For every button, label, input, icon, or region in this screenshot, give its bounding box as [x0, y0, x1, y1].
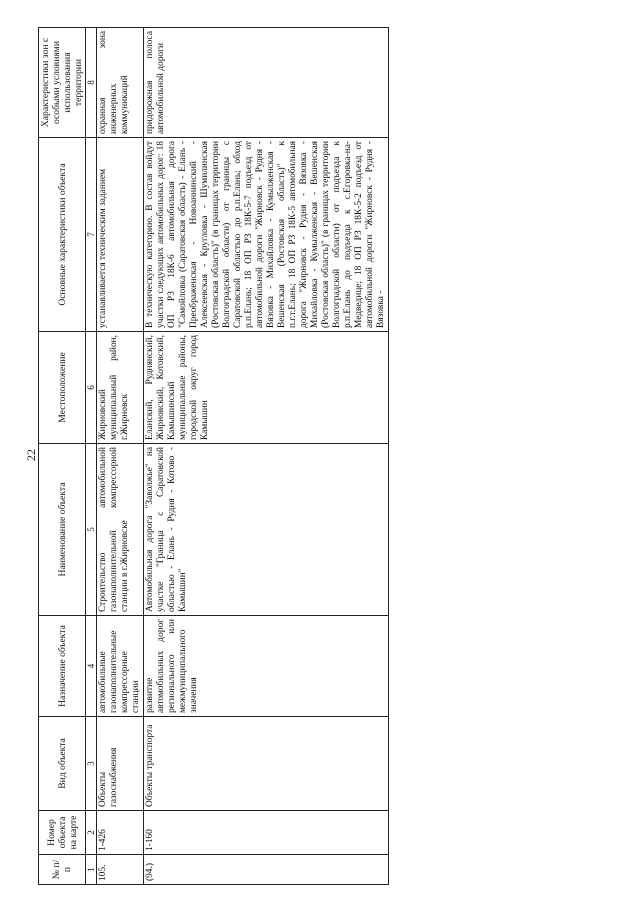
- cell-location: Жирновский муниципальный район, г.Жирновск: [97, 332, 144, 444]
- column-number: 7: [86, 138, 97, 332]
- cell-zones: охранная зона инженерных коммуникаций: [97, 28, 144, 138]
- cell-object-name: Автомобильная дорога "Заволжье" на участке "Граница с Саратовской областью - Елань - Рудня - Котово - Камышин": [144, 444, 389, 616]
- column-number: 6: [86, 332, 97, 444]
- cell-purpose: развитие автомобильных дорог регионального или межмуниципального значения: [144, 616, 389, 717]
- cell-object-type: Объекты транспорта: [144, 717, 389, 811]
- rotated-page: [20, 15, 620, 895]
- table-row: [97, 28, 144, 885]
- cell-characteristics: В техническую категорию. В состав войдут участки следующих автомобильных дорог: 18 ОП РЗ 18К-6 автомобильная дорога "Самойловка (Саратовская область) - Елань - Преображенская - Новоаннинский - Алексеевская - Кругловка - Шумилинская (Ростовская область)" (в границах территории Волгоградской области) от границы с Саратовской областью до р.п.Елань; обход р.п.Елань; 18 ОП РЗ 18К-5-7 подъезд от автомобильной дороги "Жирновск - Рудня - Вязовка - Михайловка - Кумылженская - Вешенская (Ростовская область)" к п.г.т.Елань; 18 ОП РЗ 18К-5 автомобильная дорога "Жирновск - Рудня - Вязовка - Михайловка - Кумылженская - Вешенская (Ростовская область)" (в границах территории Волгоградской области) от подъезда к р.п.Елань до подъезда к с.Егоровка-на-Медведице; 18 ОП РЗ 18К-5-2 подъезд от автомобильной дороги "Жирновск - Рудня - Вязовка -: [144, 138, 389, 332]
- cell-map-number: 1-426: [97, 811, 144, 855]
- cell-purpose: автомобильные газонаполнительные компрессорные станции: [97, 616, 144, 717]
- header-characteristics: Основные характеристики объекта: [39, 138, 86, 332]
- cell-no: 105.: [97, 855, 144, 885]
- header-no: № п/п: [39, 855, 86, 885]
- column-number: 5: [86, 444, 97, 616]
- cell-object-name: Строительство автомобильной газонаполнительной компрессорной станции в г.Жирновске: [97, 444, 144, 616]
- cell-no: (94.): [144, 855, 389, 885]
- column-number-row: [86, 28, 97, 885]
- header-purpose: Назначение объекта: [39, 616, 86, 717]
- cell-zones: придорожная полоса автомобильной дороги: [144, 28, 389, 138]
- objects-table: [38, 27, 389, 885]
- column-number: 8: [86, 28, 97, 138]
- header-object-type: Вид объекта: [39, 717, 86, 811]
- header-object-name: Наименование объекта: [39, 444, 86, 616]
- header-map-number: Номер объекта на карте: [39, 811, 86, 855]
- header-row: [39, 28, 86, 885]
- page-number: 22: [24, 449, 38, 461]
- cell-location: Еланский, Руднянский, Жирновский, Котовский, Камышинский муниципальные районы, городской округ город Камышин: [144, 332, 389, 444]
- column-number: 3: [86, 717, 97, 811]
- cell-object-type: Объекты газоснабжения: [97, 717, 144, 811]
- column-number: 4: [86, 616, 97, 717]
- header-zones: Характеристики зон с особыми условиями использования территории: [39, 28, 86, 138]
- column-number: 1: [86, 855, 97, 885]
- cell-characteristics: устанавливается техническим заданием: [97, 138, 144, 332]
- header-location: Местоположение: [39, 332, 86, 444]
- cell-map-number: 1-160: [144, 811, 389, 855]
- table-row: [144, 28, 389, 885]
- column-number: 2: [86, 811, 97, 855]
